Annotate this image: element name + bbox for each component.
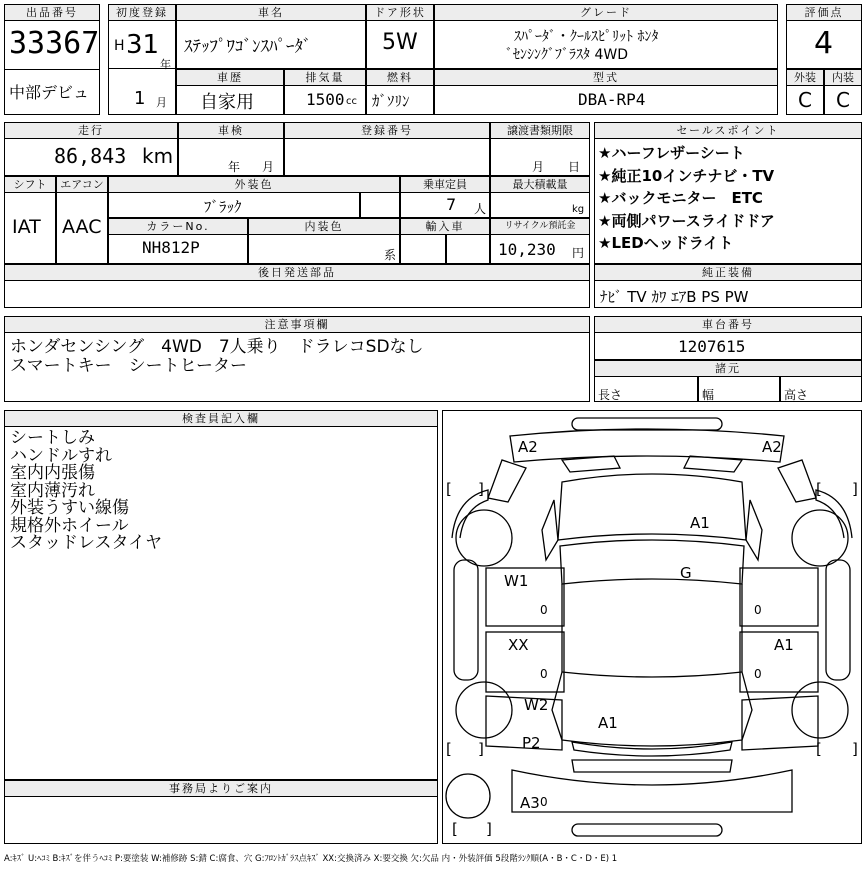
ext-grade-label: 外装	[786, 69, 824, 86]
capacity-label: 乗車定員	[400, 176, 490, 193]
bracket-close: ]	[852, 480, 858, 498]
venue: 中部デビュ	[9, 83, 90, 102]
specs-label: 諸元	[594, 360, 862, 377]
inspector-line: 規格外ホイール	[10, 515, 129, 536]
first-reg-month-unit: 月	[156, 96, 167, 109]
mark-a1-rear: A1	[598, 714, 618, 732]
lot-label: 出品番号	[4, 4, 100, 21]
max-load-unit: kg	[572, 204, 585, 215]
model-value: DBA-RP4	[578, 90, 646, 109]
bracket-open: [	[446, 480, 452, 498]
ext-color-extra-box	[360, 192, 400, 218]
office-box	[4, 796, 438, 844]
car-diagram	[442, 410, 862, 844]
mark-w1: W1	[504, 572, 529, 590]
inspector-line: ハンドルすれ	[10, 445, 112, 466]
ext-color-value: ﾌﾞﾗｯｸ	[204, 198, 242, 216]
bracket-close: ]	[486, 820, 492, 838]
displacement-value: 1500	[306, 90, 345, 109]
inspector-line: スタッドレスタイヤ	[10, 533, 163, 553]
history-label: 車歴	[176, 69, 284, 86]
model-label: 型式	[434, 69, 778, 86]
notes-line: ホンダセンシング 4WD 7人乗り ドラレコSDなし	[10, 337, 424, 357]
color-no-value: NH812P	[142, 238, 200, 257]
shift-label: シフト	[4, 176, 56, 193]
first-reg-month: 1	[134, 88, 146, 109]
mileage-value: 86,843	[54, 144, 127, 168]
car-name-label: 車名	[176, 4, 366, 21]
first-reg-year-unit: 年	[160, 58, 171, 71]
ext-color-label: 外装色	[108, 176, 400, 193]
office-label: 事務局よりご案内	[4, 780, 438, 797]
bracket-open: [	[446, 740, 452, 758]
ext-grade-value: C	[798, 88, 812, 112]
ac-label: エアコン	[56, 176, 108, 193]
recycle-unit: 円	[572, 246, 585, 260]
displacement-unit: cc	[346, 96, 357, 107]
door-type: 5W	[382, 30, 418, 55]
grade-label: グレード	[434, 4, 778, 21]
int-grade-label: 内装	[824, 69, 862, 86]
mark-a2-right: A2	[762, 438, 782, 456]
zero-mark: 0	[754, 667, 762, 681]
displacement-label: 排気量	[284, 69, 366, 86]
zero-mark: 0	[540, 795, 548, 809]
sales-item: ★両側パワースライドドア	[598, 211, 775, 230]
shift-value: IAT	[12, 216, 41, 238]
car-name: ｽﾃｯﾌﾟﾜｺﾞﾝｽﾊﾟｰﾀﾞ	[184, 37, 312, 57]
zero-mark: 0	[540, 603, 548, 617]
score-label: 評価点	[786, 4, 862, 21]
sales-item: ★LEDヘッドライト	[598, 234, 734, 252]
lot-number: 33367	[9, 26, 100, 61]
inspector-line: 室内内張傷	[10, 463, 95, 483]
inspector-line: シートしみ	[10, 428, 95, 448]
transfer-month-unit: 月	[532, 160, 545, 174]
notes-label: 注意事項欄	[4, 316, 590, 333]
inspection-month-unit: 月	[262, 160, 275, 174]
zero-mark: 0	[754, 603, 762, 617]
later-parts-box	[4, 280, 590, 308]
plate-box	[284, 138, 490, 176]
inspection-year-unit: 年	[228, 160, 241, 174]
sales-item: ★バックモニター ETC	[598, 189, 763, 207]
fuel-label: 燃料	[366, 69, 434, 86]
mark-xx: XX	[508, 636, 529, 654]
door-label: ドア形状	[366, 4, 434, 21]
first-reg-era: H	[114, 38, 125, 54]
bracket-close: ]	[852, 740, 858, 758]
plate-label: 登録番号	[284, 122, 490, 139]
inspector-line: 外装うすい線傷	[10, 498, 129, 518]
specs-height: 高さ	[784, 388, 809, 402]
bracket-open: [	[452, 820, 458, 838]
first-reg-year: 31	[126, 30, 160, 60]
later-parts-label: 後日発送部品	[4, 264, 590, 281]
import-box-2	[446, 234, 490, 264]
zero-mark: 0	[540, 667, 548, 681]
bracket-open: [	[816, 480, 822, 498]
grade-line2: ﾞｾﾝｼﾝｸﾞﾌﾞﾗｽﾀ 4WD	[506, 47, 628, 63]
bracket-close: ]	[478, 480, 484, 498]
int-color-box	[248, 234, 400, 264]
inspection-label: 車検	[178, 122, 284, 139]
legend: A:ｷｽﾞ U:ﾍｺﾐ B:ｷｽﾞを伴うﾍｺﾐ P:要塗装 W:補修跡 S:錆 C:腐食、穴 G:ﾌﾛﾝﾄｶﾞﾗｽ点ｷｽﾞ XX:交換済み X:要交換 欠:欠品 内・外装評価 5段階ﾗﾝｸ順(A・B・C・D・E) 1	[4, 854, 618, 864]
fuel-value: ｶﾞｿﾘﾝ	[372, 92, 410, 110]
grade-line1: ｽﾊﾟｰﾀﾞ・ｸｰﾙｽﾋﾟﾘｯﾄ ﾎﾝﾀ	[514, 29, 659, 45]
capacity-value: 7	[446, 195, 457, 214]
inspector-line: 室内薄汚れ	[10, 480, 95, 501]
max-load-label: 最大積載量	[490, 176, 590, 193]
notes-line: スマートキー シートヒーター	[10, 356, 247, 376]
sales-label: セールスポイント	[594, 122, 862, 139]
chassis-label: 車台番号	[594, 316, 862, 333]
sales-item: ★ハーフレザーシート	[598, 144, 745, 162]
transfer-label: 譲渡書類期限	[490, 122, 590, 139]
genuine-value: ﾅﾋﾞ TV ｶﾜ ｴｱB PS PW	[600, 288, 749, 306]
specs-width: 幅	[702, 388, 715, 402]
mark-a3: A3	[520, 794, 540, 812]
import-box	[400, 234, 446, 264]
recycle-label: リサイクル預託金	[490, 218, 590, 235]
mark-p2: P2	[522, 734, 541, 752]
transfer-day-unit: 日	[568, 160, 581, 174]
specs-length: 長さ	[598, 388, 623, 402]
int-color-unit: 系	[384, 248, 397, 262]
chassis-value: 1207615	[678, 337, 746, 356]
mark-a1-roof: A1	[690, 514, 710, 532]
int-grade-value: C	[836, 88, 850, 112]
mileage-label: 走行	[4, 122, 178, 139]
ac-value: AAC	[62, 216, 102, 238]
capacity-unit: 人	[474, 202, 487, 216]
inspector-label: 検査員記入欄	[4, 410, 438, 427]
sales-list	[598, 142, 775, 255]
recycle-value: 10,230	[498, 240, 556, 259]
inspector-lines	[10, 430, 162, 553]
import-label: 輸入車	[400, 218, 490, 235]
score-value: 4	[814, 26, 834, 61]
int-color-label: 内装色	[248, 218, 400, 235]
genuine-label: 純正装備	[594, 264, 862, 281]
mark-a1-right: A1	[774, 636, 794, 654]
mark-a2-left: A2	[518, 438, 538, 456]
first-reg-label: 初度登録	[108, 4, 176, 21]
history-value: 自家用	[200, 92, 254, 113]
sales-item: ★純正10インチナビ・TV	[598, 166, 775, 185]
mileage-unit: km	[142, 144, 174, 168]
color-no-label: カラーNo.	[108, 218, 248, 235]
mark-w2: W2	[524, 696, 549, 714]
notes-lines	[10, 338, 424, 376]
mark-g: G	[680, 564, 692, 582]
bracket-open: [	[816, 740, 822, 758]
bracket-close: ]	[478, 740, 484, 758]
